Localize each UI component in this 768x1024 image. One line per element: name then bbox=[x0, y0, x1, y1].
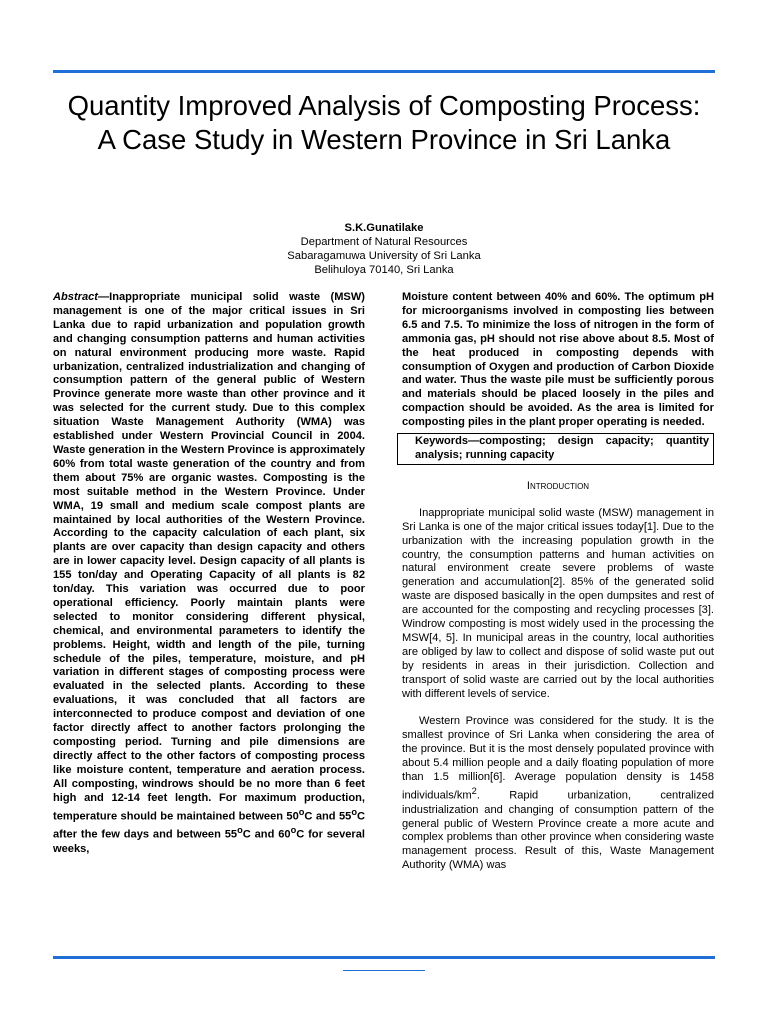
author-department: Department of Natural Resources bbox=[300, 236, 468, 248]
introduction-body bbox=[402, 507, 714, 873]
abstract bbox=[53, 291, 365, 857]
introduction-paragraph-1: Inappropriate municipal solid waste (MSW) management in Sri Lanka is one of the major critical issues today[1]. Due to the urbanization with the increasing population growth in the country, the consumption patterns and human activities on natural environment create severe problems of waste generation and accumulation[2]. 85% of the generated solid waste are disposed basically in the open dumpsites and rest of are accounted for the composting and recycling processes [3]. Windrow composting is most widely used in the processing the MSW[4, 5]. In municipal areas in the country, local authorities are obliged by law to collect and dispose of solid waste put out by residents in areas in their jurisdiction. Collection and transport of solid waste are carried out by the local authorities with different levels of service. bbox=[402, 506, 714, 700]
top-rule bbox=[53, 70, 715, 73]
degree-sign: o bbox=[290, 825, 297, 836]
degree-sign: o bbox=[237, 825, 243, 836]
intro-p2-text-b: . Rapid urbanization, centralized industrialization and changing of consumption pattern of the general public of Western Province create a more acute and complex problems than other province when considering waste management process. Result of this, Waste Management Authority (WMA) was bbox=[402, 789, 714, 872]
intro-p2-text-a: Western Province was considered for the study. It is the smallest province of Sri Lanka when considering the area of the province. But it is the most densely populated province with about 5.4 million people and a daily floating population of more than 1.5 million[6]. Average population density is 1458 individuals/km bbox=[402, 715, 714, 802]
abstract-dash: — bbox=[98, 291, 110, 303]
abstract-text-4: C and 60 bbox=[242, 828, 291, 841]
section-heading-introduction: Introduction bbox=[526, 479, 590, 492]
author-address: Belihuloya 70140, Sri Lanka bbox=[314, 264, 454, 276]
author-block bbox=[0, 221, 768, 277]
abstract-text-5: C for several weeks, bbox=[53, 828, 365, 855]
footer-rule bbox=[343, 970, 425, 971]
author-university: Sabaragamuwa University of Sri Lanka bbox=[287, 250, 481, 262]
right-column bbox=[402, 291, 714, 873]
abstract-lead: Abstract bbox=[53, 291, 99, 303]
paper-title: Quantity Improved Analysis of Composting Process: A Case Study in Western Province in Sri Lanka bbox=[67, 90, 701, 155]
author-name: S.K.Gunatilake bbox=[344, 222, 424, 234]
left-column bbox=[53, 291, 365, 857]
abstract-text-3: C after the few days and between 55 bbox=[53, 810, 365, 841]
degree-sign: o bbox=[351, 806, 357, 817]
introduction-paragraph-2 bbox=[402, 715, 714, 873]
superscript: 2 bbox=[471, 786, 477, 796]
degree-sign: o bbox=[298, 806, 305, 817]
keywords-box: Keywords—composting; design capacity; quantity analysis; running capacity bbox=[397, 433, 714, 465]
abstract-text-2: C and 55 bbox=[304, 810, 352, 823]
abstract-text-1: Inappropriate municipal solid waste (MSW) management is one of the major critical issues in Sri Lanka due to rapid urbanization and population growth and changing consumption patterns and human activities on natural environment producing more waste. Rapid urbanization, centralized industrialization and changing of consumption pattern of the general public of Western Province generate more waste than other province and it was selected for the current study. Due to this complex situation Waste Management Authority (WMA) was established under Western Provincial Council in 2004. Waste generation in the Western Province is approximately 60% from total waste generation of the country and from them about 75% are organic wastes. Composting is the most suitable method in the Western Province. Under WMA, 19 small and medium scale compost plants are maintained by local authorities of the Western Province. According to the capacity calculation of each plant, six plants are over capacity than design capacity and others are in lower capacity level. Design capacity of all plants is 155 ton/day and Operating Capacity of all plants is 82 ton/day. This variation was occurred due to poor operational efficiency. Poorly maintain plants were selected to monitor considering different physical, chemical, and environmental parameters to identify the problems. Height, width and length of the pile, turning schedule of the piles, temperature, moisture, and pH variation in different stages of composting process were evaluated in the selected plants. According to these evaluations, it was concluded that all factors are interconnected to produce compost and deviation of one factor directly affect to another factors prolonging the composting period. Turning and pile dimensions are directly affect to the other factors of composting process like moisture content, temperature and aeration process. All composting, windrows should be no more than 6 feet high and 12-14 feet length. For maximum production, temperature should be maintained between 50 bbox=[53, 291, 365, 823]
bottom-rule bbox=[53, 956, 715, 959]
abstract-continuation: Moisture content between 40% and 60%. The optimum pH for microorganisms involved in composting lies between 6.5 and 7.5. To minimize the loss of nitrogen in the form of ammonia gas, pH should not rise above about 8.5. Most of the heat produced in composting depends with consumption of Oxygen and production of Carbon Dioxide and water. Thus the waste pile must be sufficiently porous and materials should be placed loosely in the piles and compaction should be avoided. As the area is limited for composting piles in the plant proper operating is needed. bbox=[402, 291, 714, 429]
